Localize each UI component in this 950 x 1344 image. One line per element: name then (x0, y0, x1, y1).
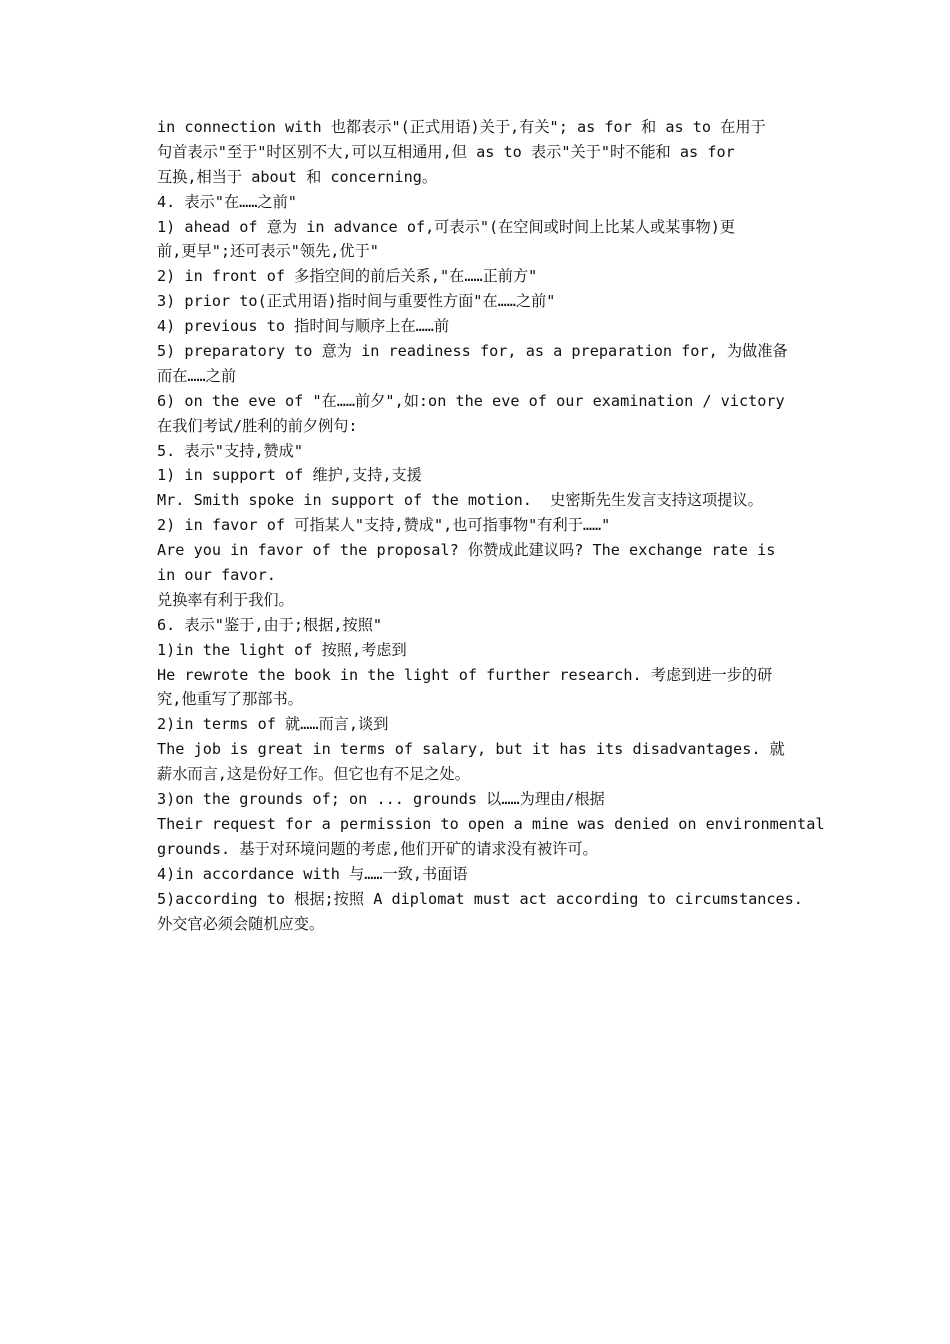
example-line: 外交官必须会随机应变。 (157, 914, 325, 933)
text-line: 1) ahead of 意为 in advance of,可表示"(在空间或时间上比某人或某事物)更 (157, 217, 736, 236)
document-text-body (157, 115, 825, 936)
example-line: 究,他重写了那部书。 (157, 690, 303, 709)
text-line: 句首表示"至于"时区别不大,可以互相通用,但 as to 表示"关于"时不能和 as for (157, 142, 735, 161)
example-line: Their request for a permission to open a mine was denied on environmental (157, 814, 825, 833)
example-line: 兑换率有利于我们。 (157, 590, 294, 609)
text-line: 4) previous to 指时间与顺序上在……前 (157, 317, 450, 336)
text-line: 前,更早";还可表示"领先,优于" (157, 242, 379, 261)
text-line: 5)according to 根据;按照 A diplomat must act according to circumstances. (157, 889, 803, 908)
text-line: 在我们考试/胜利的前夕例句: (157, 416, 358, 435)
text-line: 4)in accordance with 与……一致,书面语 (157, 864, 468, 883)
text-line: 5) preparatory to 意为 in readiness for, as a preparation for, 为做准备 (157, 342, 788, 361)
text-line: in connection with 也都表示"(正式用语)关于,有关"; as for 和 as to 在用于 (157, 118, 766, 136)
section-heading: 5. 表示"支持,赞成" (157, 441, 303, 460)
section-heading: 4. 表示"在……之前" (157, 192, 297, 211)
example-line: The job is great in terms of salary, but it has its disadvantages. 就 (157, 740, 785, 759)
text-line: 而在……之前 (157, 366, 237, 385)
section-heading: 6. 表示"鉴于,由于;根据,按照" (157, 615, 383, 634)
example-line: Mr. Smith spoke in support of the motion. 史密斯先生发言支持这项提议。 (157, 491, 763, 510)
example-line: 薪水而言,这是份好工作。但它也有不足之处。 (157, 765, 470, 784)
text-line: 2) in front of 多指空间的前后关系,"在……正前方" (157, 267, 538, 286)
text-line: 3)on the grounds of; on ... grounds 以……为理由/根据 (157, 790, 605, 809)
text-line: 6) on the eve of "在……前夕",如:on the eve of our examination / victory (157, 391, 785, 410)
text-line: 互换,相当于 about 和 concerning。 (157, 167, 438, 186)
example-line: He rewrote the book in the light of further research. 考虑到进一步的研 (157, 665, 773, 684)
example-line: in our favor. (157, 566, 276, 585)
example-line: Are you in favor of the proposal? 你赞成此建议吗? The exchange rate is (157, 541, 776, 560)
text-line: 1)in the light of 按照,考虑到 (157, 640, 407, 659)
text-line: 2) in favor of 可指某人"支持,赞成",也可指事物"有利于……" (157, 516, 611, 535)
text-line: 3) prior to(正式用语)指时间与重要性方面"在……之前" (157, 292, 556, 311)
text-line: 1) in support of 维护,支持,支援 (157, 466, 422, 485)
example-line: grounds. 基于对环境问题的考虑,他们开矿的请求没有被许可。 (157, 839, 598, 858)
text-line: 2)in terms of 就……而言,谈到 (157, 715, 389, 734)
